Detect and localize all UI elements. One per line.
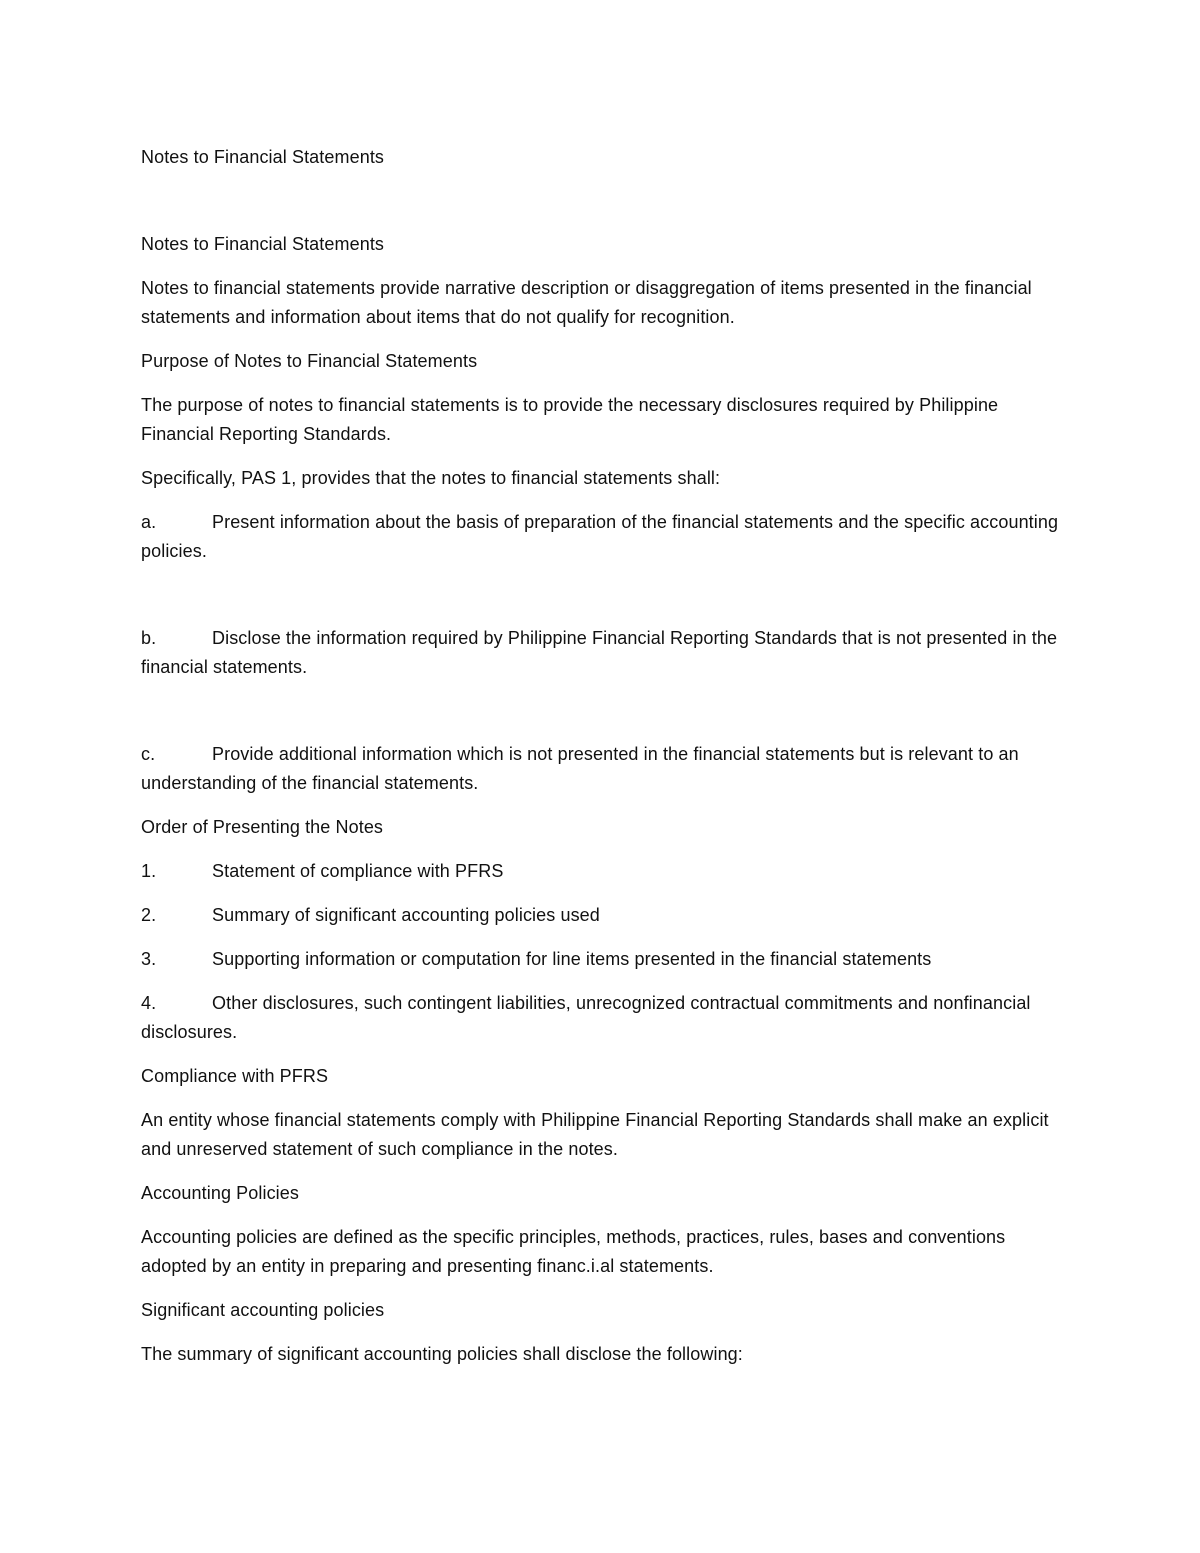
list-marker: 3. [141, 949, 157, 969]
list-marker: 1. [141, 861, 157, 881]
significant-paragraph: The summary of significant accounting policies shall disclose the following: [141, 1344, 743, 1364]
list-item-text: Other disclosures, such contingent liabilities, unrecognized contractual commitments and nonfinancial disclosures. [141, 993, 1031, 1042]
policies-paragraph: Accounting policies are defined as the specific principles, methods, practices, rules, bases and conventions adopted by an entity in preparing and presenting financ.i.al statements. [141, 1227, 1006, 1276]
pas1-list-item-c [141, 740, 1066, 798]
list-marker: c. [141, 744, 156, 764]
list-marker: a. [141, 512, 157, 532]
order-list-item-4 [141, 989, 1066, 1047]
pas1-list-item-a [141, 508, 1066, 566]
intro-paragraph: Notes to financial statements provide narrative description or disaggregation of items presented in the financial statements and information about items that do not qualify for recognition. [141, 278, 1032, 327]
list-item-text: Summary of significant accounting policies used [212, 905, 600, 925]
list-item-text: Statement of compliance with PFRS [212, 861, 504, 881]
list-item-text: Provide additional information which is not presented in the financial statements but is relevant to an understanding of the financial statements. [141, 744, 1019, 793]
list-item-text: Disclose the information required by Philippine Financial Reporting Standards that is not presented in the financial statements. [141, 628, 1058, 677]
section-heading-purpose: Purpose of Notes to Financial Statements [141, 351, 478, 371]
section-heading-policies: Accounting Policies [141, 1183, 299, 1203]
section-heading-notes: Notes to Financial Statements [141, 234, 385, 254]
list-item-text: Supporting information or computation for line items presented in the financial statements [212, 949, 932, 969]
purpose-paragraph: The purpose of notes to financial statements is to provide the necessary disclosures required by Philippine Financial Reporting Standards. [141, 395, 999, 444]
list-marker: b. [141, 628, 157, 648]
section-heading-order: Order of Presenting the Notes [141, 817, 384, 837]
compliance-paragraph: An entity whose financial statements comply with Philippine Financial Reporting Standards shall make an explicit and unreserved statement of such compliance in the notes. [141, 1110, 1049, 1159]
pas1-list-item-b [141, 624, 1066, 682]
section-heading-compliance: Compliance with PFRS [141, 1066, 329, 1086]
order-list-item-2 [141, 901, 1066, 930]
list-marker: 2. [141, 905, 157, 925]
document-title: Notes to Financial Statements [141, 147, 385, 167]
document-body [141, 143, 1066, 1384]
pas1-paragraph: Specifically, PAS 1, provides that the notes to financial statements shall: [141, 468, 721, 488]
list-marker: 4. [141, 993, 157, 1013]
list-item-text: Present information about the basis of preparation of the financial statements and the specific accounting policies. [141, 512, 1059, 561]
order-list-item-1 [141, 857, 1066, 886]
section-heading-significant: Significant accounting policies [141, 1300, 385, 1320]
order-list-item-3 [141, 945, 1066, 974]
